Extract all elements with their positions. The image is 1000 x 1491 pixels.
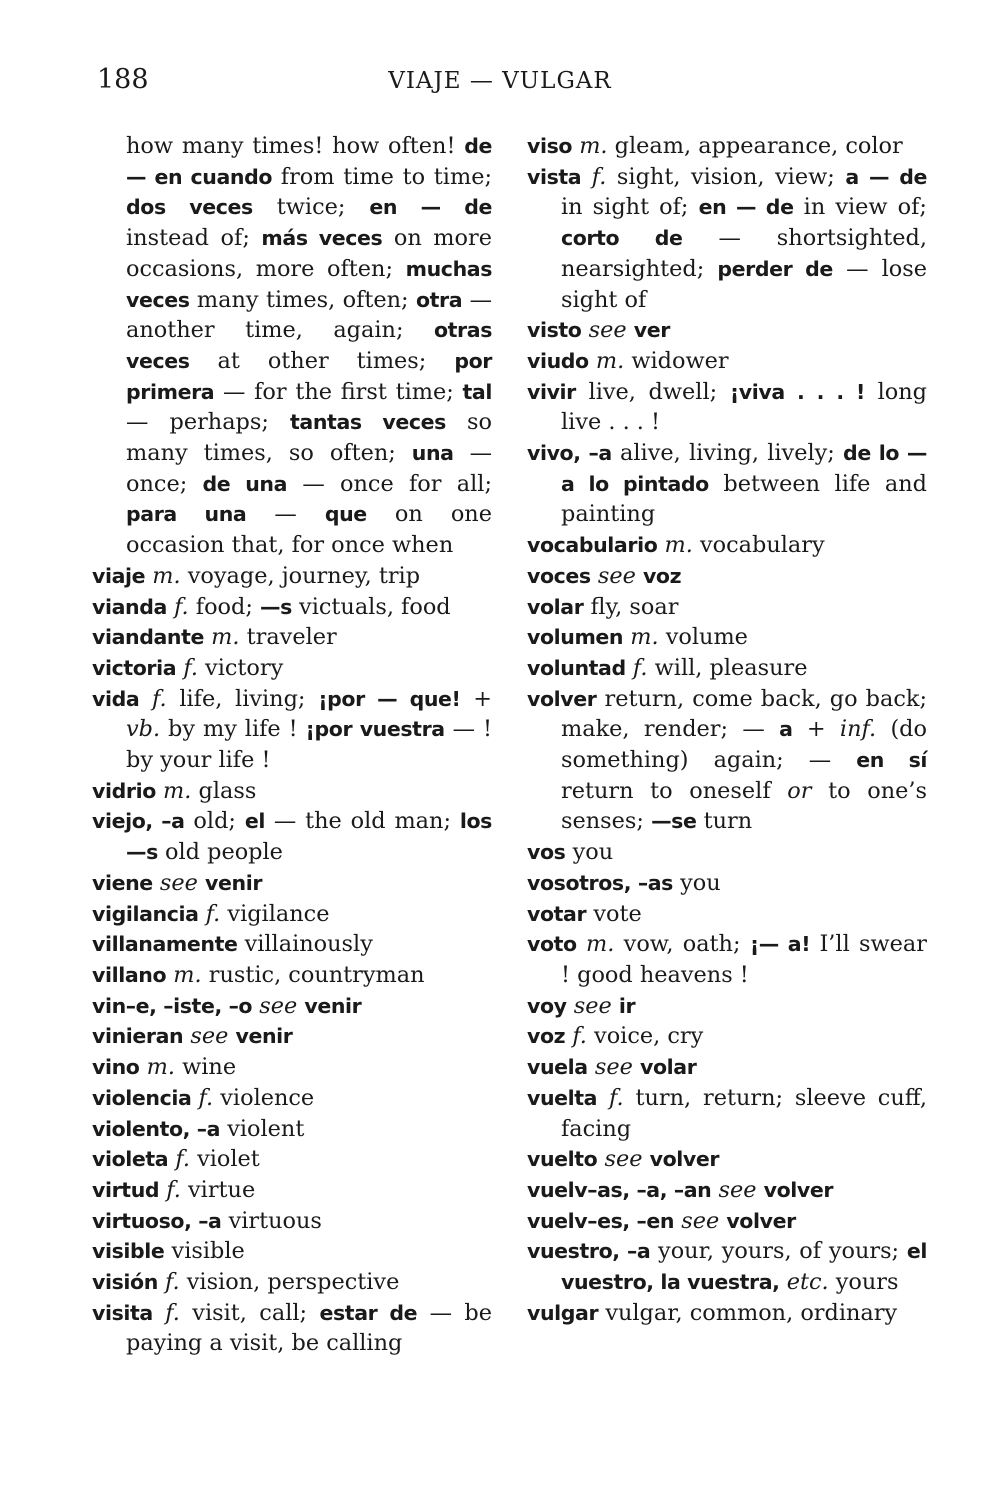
grammar-label: vb.	[126, 716, 161, 743]
headword: vuelto	[527, 1147, 598, 1172]
dictionary-entry	[92, 131, 492, 561]
headword: vuelv–as, –a, –an	[527, 1177, 712, 1202]
definition-text	[589, 348, 596, 374]
headword: vidrio	[92, 778, 156, 803]
headword: tal	[462, 379, 492, 404]
headword: vida	[92, 686, 140, 711]
headword: villanamente	[92, 932, 238, 957]
definition-text: volume	[658, 624, 748, 651]
definition-text: — once;	[126, 440, 492, 497]
definition-text: in view of;	[793, 194, 927, 221]
dictionary-entry	[527, 592, 927, 623]
dictionary-entry	[527, 162, 927, 316]
definition-text: will, pleasure	[647, 654, 808, 681]
definition-text	[139, 1054, 146, 1080]
dictionary-entry	[92, 1114, 492, 1145]
dictionary-entry	[527, 1298, 927, 1329]
headword: vigilancia	[92, 901, 199, 926]
headword: vuelv–es, –en	[527, 1208, 675, 1233]
definition-text	[627, 317, 634, 343]
definition-text: traveler	[239, 624, 337, 651]
grammar-label: m.	[173, 961, 202, 988]
grammar-label: f.	[572, 1023, 587, 1050]
headword: ¡— a!	[749, 932, 811, 957]
headword: volar	[527, 594, 584, 619]
definition-text: life, living;	[166, 685, 319, 712]
grammar-label: f.	[165, 1299, 180, 1326]
headword: ver	[633, 318, 670, 343]
definition-text: yours	[828, 1269, 899, 1296]
definition-text: — another time, again;	[126, 286, 492, 344]
definition-text: vote	[586, 900, 642, 927]
dictionary-entry	[92, 1083, 492, 1114]
dictionary-entry	[527, 653, 927, 684]
headword: votar	[527, 901, 587, 926]
definition-text: your, yours, of yours;	[650, 1238, 907, 1265]
definition-text: vow, oath;	[614, 931, 750, 958]
definition-text: on one occasion that, for once when	[126, 501, 492, 559]
dictionary-entry	[527, 530, 927, 561]
headword: vuestro, –a	[527, 1239, 651, 1264]
headword: de lo — a lo pintado	[561, 441, 927, 496]
headword: vuela	[527, 1055, 588, 1080]
headword: virtud	[92, 1177, 160, 1202]
dictionary-entry	[92, 561, 492, 592]
grammar-label: inf.	[839, 716, 877, 743]
definition-text: return to oneself	[561, 777, 788, 804]
headword: en — de	[369, 195, 492, 220]
grammar-label: m.	[664, 532, 693, 559]
definition-text	[657, 532, 664, 558]
definition-text: — lose sight of	[561, 255, 928, 313]
definition-text	[228, 1023, 235, 1049]
definition-text: (do something) again; —	[561, 716, 927, 774]
grammar-label: m.	[163, 777, 192, 804]
headword: perder de	[717, 256, 833, 281]
dictionary-entry	[92, 684, 492, 776]
definition-text: rustic, countryman	[201, 961, 425, 988]
dictionary-entry	[92, 1298, 492, 1359]
grammar-label: m.	[595, 347, 625, 374]
definition-text: turn	[696, 808, 753, 835]
dictionary-entry	[527, 899, 927, 930]
definition-text: vocabulary	[692, 532, 825, 559]
headword: —se	[651, 809, 697, 834]
headword: viandante	[92, 625, 205, 650]
headword: dos veces	[126, 195, 253, 220]
left-column	[92, 131, 492, 1359]
definition-text: on more occasions, more often;	[126, 225, 492, 282]
headword: viaje	[92, 563, 146, 588]
dictionary-entry	[527, 1083, 927, 1144]
headword: vocabulario	[527, 533, 658, 558]
dictionary-entry	[527, 837, 927, 868]
dictionary-entry	[92, 899, 492, 930]
definition-text: — once for all;	[287, 470, 492, 497]
definition-text: victory	[197, 654, 284, 681]
definition-text	[581, 164, 592, 190]
definition-text: virtuous	[221, 1207, 322, 1234]
headword: volver	[763, 1177, 834, 1202]
headword: una	[411, 441, 454, 466]
grammar-label: f.	[632, 654, 648, 681]
grammar-label: see	[604, 1146, 643, 1173]
headword: visible	[92, 1239, 165, 1264]
headword: ¡por vuestra	[305, 717, 445, 742]
definition-text: old people	[157, 839, 283, 866]
dictionary-entry	[527, 377, 927, 438]
definition-text: from time to time;	[272, 163, 492, 190]
dictionary-entry	[527, 561, 927, 592]
page-number: 188	[97, 64, 149, 95]
headword: que	[324, 502, 367, 527]
grammar-label: f.	[166, 1176, 181, 1203]
definition-text: virtue	[180, 1176, 256, 1203]
headword: volar	[639, 1055, 697, 1080]
definition-text: instead of;	[126, 225, 262, 252]
dictionary-entry	[92, 991, 492, 1022]
definition-text	[597, 1146, 604, 1172]
dictionary-entry	[527, 991, 927, 1022]
dictionary-entry	[92, 1267, 492, 1298]
headword: los —s	[126, 809, 492, 865]
headword: voluntad	[527, 655, 626, 680]
grammar-label: see	[718, 1176, 757, 1203]
headword: voces	[527, 563, 591, 588]
headword: vuelta	[527, 1085, 598, 1110]
grammar-label: f.	[198, 1084, 214, 1111]
definition-text	[588, 1054, 595, 1080]
dictionary-entry	[92, 1052, 492, 1083]
definition-text: to one’s senses;	[561, 777, 927, 835]
headword: voz	[642, 563, 682, 588]
definition-text	[643, 1146, 650, 1172]
headword: violento, –a	[92, 1116, 221, 1141]
dictionary-entry	[92, 653, 492, 684]
definition-text: violence	[213, 1084, 315, 1111]
definition-text: victuals, food	[291, 593, 451, 620]
definition-text	[780, 1269, 787, 1295]
headword: otras veces	[126, 318, 492, 373]
headword: venir	[235, 1024, 293, 1049]
definition-text: vigilance	[220, 900, 330, 927]
dictionary-entry	[527, 1021, 927, 1052]
definition-text: I’ll swear ! good heavens !	[561, 931, 927, 988]
headword: vino	[92, 1055, 140, 1080]
headword: vivir	[527, 379, 576, 404]
headword: voy	[527, 993, 567, 1018]
grammar-label: see	[681, 1207, 720, 1234]
headword: —s	[260, 594, 292, 619]
headword: de una	[202, 471, 288, 496]
grammar-label: see	[190, 1023, 229, 1050]
headword: voz	[527, 1024, 566, 1049]
dictionary-entry	[92, 776, 492, 807]
definition-text: +	[792, 716, 840, 743]
dictionary-entry	[92, 1021, 492, 1052]
grammar-label: see	[573, 992, 612, 1019]
headword: más veces	[261, 226, 383, 251]
headword: visita	[92, 1300, 153, 1325]
headword: volver	[726, 1208, 796, 1233]
dictionary-entry	[527, 684, 927, 838]
headword: el	[244, 809, 265, 834]
headword: en sí	[856, 748, 927, 773]
headword: muchas veces	[126, 256, 492, 312]
headword: a — de	[845, 164, 927, 189]
definition-text	[636, 563, 643, 589]
grammar-label: m.	[630, 624, 659, 651]
grammar-label: f.	[174, 593, 189, 620]
grammar-label: f.	[165, 1269, 180, 1296]
dictionary-entry	[92, 1236, 492, 1267]
definition-text: vulgar, common, ordinary	[598, 1299, 898, 1326]
definition-text: — for the first time;	[214, 378, 463, 405]
dictionary-entry	[527, 1052, 927, 1083]
headword: virtuoso, –a	[92, 1208, 222, 1233]
definition-text: fly, soar	[583, 593, 679, 620]
definition-text: violent	[220, 1115, 305, 1142]
dictionary-entry	[527, 622, 927, 653]
headword: viso	[527, 134, 573, 158]
definition-text: — perhaps;	[126, 409, 291, 436]
dictionary-entry	[92, 1144, 492, 1175]
definition-text: twice;	[252, 194, 370, 221]
headword: venir	[205, 870, 263, 895]
definition-text	[597, 1085, 609, 1111]
headword: vianda	[92, 594, 167, 619]
definition-text: voyage, journey, trip	[180, 562, 421, 589]
headword: vista	[527, 164, 582, 189]
definition-text: violet	[189, 1146, 260, 1173]
right-column	[527, 131, 927, 1328]
headword: para una	[126, 502, 247, 527]
grammar-label: f.	[609, 1084, 624, 1111]
headword: tantas veces	[290, 410, 446, 435]
dictionary-entry	[92, 929, 492, 960]
grammar-label: f.	[591, 163, 607, 190]
headword: vos	[527, 840, 566, 865]
dictionary-entry	[92, 592, 492, 623]
running-head: VIAJE — VULGAR	[388, 68, 612, 94]
definition-text	[158, 1269, 165, 1295]
definition-text: live, dwell;	[575, 378, 730, 405]
definition-text: visit, call;	[179, 1299, 320, 1326]
headword: venir	[304, 993, 362, 1018]
definition-text: — shortsighted, nearsighted;	[561, 225, 927, 282]
definition-text: sight, vision, view;	[606, 163, 846, 190]
headword: vulgar	[527, 1300, 599, 1325]
dictionary-entry	[527, 1144, 927, 1175]
definition-text: between life and painting	[561, 470, 928, 528]
headword: en — de	[698, 195, 794, 220]
grammar-label: or	[787, 777, 812, 804]
definition-text	[199, 901, 206, 927]
definition-text	[139, 686, 152, 712]
grammar-label: m.	[152, 562, 181, 589]
headword: corto de	[561, 226, 683, 251]
headword: el vuestro, la vuestra,	[561, 1239, 927, 1295]
definition-text: you	[565, 839, 614, 866]
headword: violencia	[92, 1085, 192, 1110]
definition-text	[591, 563, 598, 589]
grammar-label: m.	[146, 1054, 175, 1081]
headword: villano	[92, 962, 167, 987]
headword: vinieran	[92, 1024, 184, 1049]
headword: otra	[415, 287, 463, 312]
dictionary-entry	[527, 315, 927, 346]
definition-text: villainously	[237, 931, 373, 958]
dictionary-entry	[527, 1206, 927, 1237]
dictionary-entry	[92, 1206, 492, 1237]
definition-text: alive, living, lively;	[611, 440, 844, 467]
definition-text: vision, perspective	[179, 1269, 400, 1296]
grammar-label: f.	[152, 685, 167, 712]
definition-text: old;	[184, 808, 245, 835]
grammar-label: see	[159, 869, 198, 896]
definition-text	[153, 1300, 165, 1326]
definition-text	[567, 993, 574, 1019]
dictionary-entry	[527, 438, 927, 530]
definition-text: — be paying a visit, be calling	[126, 1299, 492, 1357]
headword: viene	[92, 870, 153, 895]
headword: vivo, –a	[527, 441, 612, 466]
grammar-label: f.	[175, 1146, 190, 1173]
definition-text: long live . . . !	[561, 378, 928, 436]
dictionary-entry	[527, 131, 927, 162]
definition-text: wine	[174, 1054, 237, 1081]
definition-text: glass	[191, 777, 257, 804]
headword: victoria	[92, 655, 177, 680]
definition-text: so many times, so often;	[126, 409, 492, 467]
grammar-label: see	[259, 992, 298, 1019]
grammar-label: m.	[211, 624, 240, 651]
headword: volumen	[527, 625, 624, 650]
definition-text	[577, 931, 586, 957]
dictionary-entry	[92, 960, 492, 991]
dictionary-entry	[92, 622, 492, 653]
definition-text	[581, 317, 588, 343]
definition-text: you	[672, 869, 721, 896]
dictionary-entry	[527, 346, 927, 377]
headword: a	[779, 717, 793, 742]
headword: vosotros, –as	[527, 870, 673, 895]
headword: de — en cuando	[126, 134, 492, 189]
dictionary-entry	[527, 1175, 927, 1206]
dictionary-entry	[527, 868, 927, 899]
dictionary-entry	[527, 929, 927, 990]
definition-text	[756, 1177, 763, 1203]
definition-text	[198, 870, 205, 896]
grammar-label: etc.	[786, 1269, 829, 1296]
grammar-label: see	[594, 1054, 633, 1081]
definition-text: many times, often;	[189, 286, 416, 313]
dictionary-entry	[92, 1175, 492, 1206]
dictionary-entry	[527, 1236, 927, 1297]
dictionary-entry	[92, 806, 492, 867]
headword: volver	[527, 686, 597, 711]
definition-text: — ! by your life !	[126, 716, 492, 774]
definition-text: by my life !	[160, 716, 306, 743]
definition-text: visible	[164, 1238, 245, 1265]
grammar-label: see	[588, 317, 627, 344]
grammar-label: f.	[183, 654, 198, 681]
definition-text: return, come back, go back; make, render; —	[561, 685, 927, 743]
headword: vin–e, –iste, –o	[92, 993, 253, 1018]
headword: visión	[92, 1270, 158, 1295]
headword: ir	[618, 993, 636, 1018]
headword: viudo	[527, 348, 589, 373]
definition-text	[191, 1085, 198, 1111]
definition-text: — the old man;	[264, 808, 460, 835]
headword: ¡por — que!	[318, 686, 461, 711]
definition-text: in sight of;	[561, 194, 699, 221]
definition-text: at other times;	[189, 347, 455, 374]
grammar-label: m.	[579, 133, 608, 159]
definition-text: voice, cry	[586, 1023, 704, 1050]
headword: viejo, –a	[92, 809, 185, 834]
grammar-label: f.	[205, 900, 221, 927]
headword: voto	[527, 932, 577, 957]
grammar-label: see	[597, 562, 636, 589]
definition-text: —	[246, 501, 325, 528]
definition-text	[153, 870, 160, 896]
headword: estar de	[319, 1300, 418, 1325]
definition-text	[633, 1054, 640, 1080]
definition-text: +	[460, 685, 492, 712]
headword: visto	[527, 318, 582, 343]
definition-text	[156, 778, 163, 804]
definition-text: turn, return; sleeve cuff, facing	[561, 1084, 927, 1142]
definition-text	[612, 993, 619, 1019]
definition-text: food;	[188, 593, 261, 620]
definition-text	[626, 655, 633, 681]
dictionary-entry	[92, 868, 492, 899]
headword: por primera	[126, 348, 492, 404]
definition-text: how many times! how often!	[126, 133, 465, 159]
definition-text: widower	[624, 347, 729, 374]
grammar-label: m.	[586, 931, 615, 958]
definition-text: gleam, appearance, color	[607, 133, 903, 159]
definition-text	[167, 594, 174, 620]
headword: ¡viva . . . !	[729, 379, 865, 404]
headword: violeta	[92, 1147, 169, 1172]
headword: volver	[649, 1147, 720, 1172]
